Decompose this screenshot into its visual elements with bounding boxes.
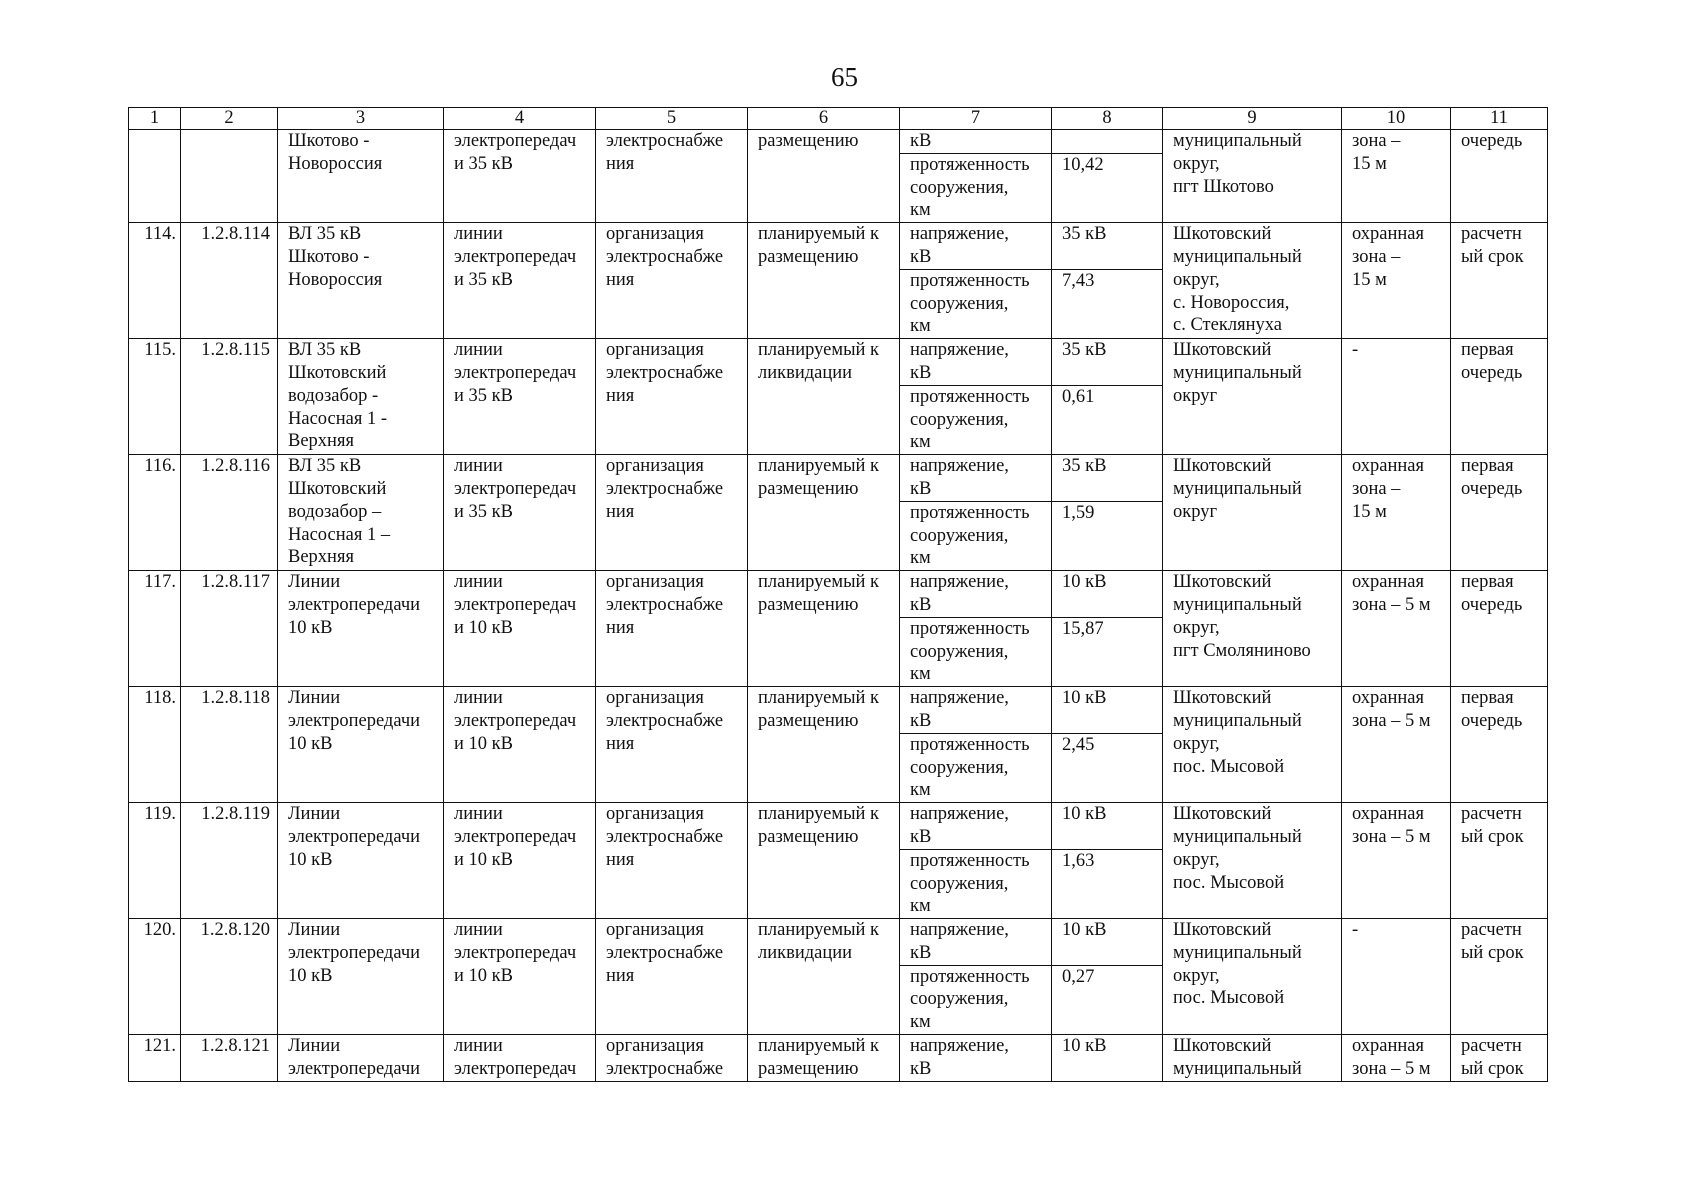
object-location bbox=[1163, 130, 1342, 223]
parameter-label-text: напряжение, кВ bbox=[910, 920, 1009, 963]
parameter-value bbox=[1052, 339, 1163, 386]
object-name-text: Шкотово - Новороссия bbox=[288, 131, 383, 174]
parameter-label bbox=[900, 965, 1052, 1034]
parameter-label bbox=[900, 617, 1052, 686]
object-name-text: ВЛ 35 кВ Шкотово - Новороссия bbox=[288, 224, 383, 290]
object-kind bbox=[444, 803, 596, 919]
column-number: 8 bbox=[1052, 108, 1163, 130]
object-status bbox=[748, 339, 900, 455]
parameter-value-text: 35 кВ bbox=[1062, 340, 1107, 361]
row-code-text: 1.2.8.114 bbox=[201, 224, 270, 245]
protection-zone-text: - bbox=[1352, 920, 1359, 941]
object-purpose bbox=[596, 455, 748, 571]
column-number: 10 bbox=[1342, 108, 1451, 130]
implementation-term-text: первая очередь bbox=[1461, 572, 1523, 615]
row-number-text: 114. bbox=[144, 224, 176, 245]
parameter-label bbox=[900, 223, 1052, 270]
object-purpose bbox=[596, 223, 748, 339]
implementation-term bbox=[1451, 223, 1548, 339]
object-location-text: Шкотовский муниципальный округ, пос. Мысовой bbox=[1173, 920, 1302, 1009]
parameter-label-text: напряжение, кВ bbox=[910, 340, 1009, 383]
object-name bbox=[278, 1035, 444, 1082]
row-code-text: 1.2.8.120 bbox=[200, 920, 270, 941]
object-status bbox=[748, 571, 900, 687]
parameter-label bbox=[900, 455, 1052, 502]
object-kind bbox=[444, 687, 596, 803]
parameter-value-text: 15,87 bbox=[1062, 618, 1104, 639]
object-status bbox=[748, 1035, 900, 1082]
column-number: 11 bbox=[1451, 108, 1548, 130]
parameter-value-text: 10 кВ bbox=[1062, 1036, 1107, 1057]
implementation-term-text: расчетн ый срок bbox=[1461, 804, 1524, 847]
object-name bbox=[278, 919, 444, 1035]
parameter-label bbox=[900, 385, 1052, 454]
parameter-label-text: протяженность сооружения, км bbox=[910, 618, 1030, 685]
parameter-value-text: 2,45 bbox=[1062, 734, 1095, 755]
parameter-label bbox=[900, 687, 1052, 734]
implementation-term bbox=[1451, 803, 1548, 919]
row-number-text: 118. bbox=[144, 688, 176, 709]
parameter-value bbox=[1052, 571, 1163, 618]
row-number-text: 117. bbox=[144, 572, 176, 593]
table-row bbox=[129, 1035, 1548, 1082]
page-number: 65 bbox=[831, 62, 858, 92]
object-location bbox=[1163, 919, 1342, 1035]
implementation-term bbox=[1451, 687, 1548, 803]
row-code bbox=[181, 130, 278, 223]
object-status-text: планируемый к размещению bbox=[758, 224, 880, 267]
object-purpose bbox=[596, 571, 748, 687]
table-row bbox=[129, 687, 1548, 734]
protection-zone bbox=[1342, 571, 1451, 687]
object-status-text: планируемый к ликвидации bbox=[758, 920, 880, 963]
object-purpose-text: организация электроснабже ния bbox=[606, 688, 724, 754]
objects-table bbox=[128, 107, 1548, 1082]
parameter-label-text: кВ bbox=[910, 131, 932, 151]
object-kind bbox=[444, 455, 596, 571]
object-location bbox=[1163, 571, 1342, 687]
row-code-text: 1.2.8.115 bbox=[201, 340, 270, 361]
protection-zone-text: охранная зона – 5 м bbox=[1352, 1036, 1431, 1079]
parameter-value bbox=[1052, 269, 1163, 338]
parameter-value bbox=[1052, 733, 1163, 802]
protection-zone-text: охранная зона – 15 м bbox=[1352, 224, 1425, 290]
table-row bbox=[129, 130, 1548, 154]
parameter-label bbox=[900, 803, 1052, 850]
row-code bbox=[181, 339, 278, 455]
object-kind-text: линии электропередач и 10 кВ bbox=[454, 804, 577, 870]
row-number bbox=[129, 130, 181, 223]
object-name bbox=[278, 687, 444, 803]
object-location bbox=[1163, 1035, 1342, 1082]
object-status bbox=[748, 687, 900, 803]
protection-zone-text: - bbox=[1352, 340, 1359, 361]
parameter-value-text: 0,61 bbox=[1062, 386, 1095, 407]
object-location-text: Шкотовский муниципальный округ, с. Новороссия, с. Стеклянуха bbox=[1173, 224, 1302, 336]
column-number: 6 bbox=[748, 108, 900, 130]
column-number: 1 bbox=[129, 108, 181, 130]
row-number bbox=[129, 803, 181, 919]
row-number-text: 121. bbox=[143, 1036, 176, 1057]
object-kind-text: линии электропередач и 10 кВ bbox=[454, 920, 577, 986]
row-number bbox=[129, 687, 181, 803]
protection-zone-text: охранная зона – 5 м bbox=[1352, 688, 1431, 731]
protection-zone bbox=[1342, 687, 1451, 803]
row-number bbox=[129, 223, 181, 339]
object-purpose bbox=[596, 130, 748, 223]
parameter-label-text: протяженность сооружения, км bbox=[910, 966, 1030, 1033]
object-purpose bbox=[596, 339, 748, 455]
object-purpose-text: организация электроснабже ния bbox=[606, 920, 724, 986]
parameter-label-text: протяженность сооружения, км bbox=[910, 386, 1030, 453]
parameter-value-text: 0,27 bbox=[1062, 966, 1095, 987]
object-location-text: Шкотовский муниципальный округ bbox=[1173, 456, 1302, 522]
object-purpose bbox=[596, 687, 748, 803]
row-code-text: 1.2.8.117 bbox=[201, 572, 270, 593]
object-status bbox=[748, 919, 900, 1035]
protection-zone-text: охранная зона – 15 м bbox=[1352, 456, 1425, 522]
row-number-text: 116. bbox=[144, 456, 176, 477]
object-name bbox=[278, 130, 444, 223]
row-code-text: 1.2.8.119 bbox=[201, 804, 270, 825]
object-name bbox=[278, 339, 444, 455]
row-code bbox=[181, 687, 278, 803]
object-location-text: Шкотовский муниципальный округ, пос. Мысовой bbox=[1173, 804, 1302, 893]
parameter-value bbox=[1052, 501, 1163, 570]
implementation-term-text: очередь bbox=[1461, 131, 1523, 151]
object-name bbox=[278, 455, 444, 571]
parameter-value-text: 10,42 bbox=[1062, 154, 1104, 175]
implementation-term bbox=[1451, 130, 1548, 223]
object-name bbox=[278, 571, 444, 687]
parameter-value bbox=[1052, 617, 1163, 686]
object-kind-text: линии электропередач bbox=[454, 1036, 577, 1079]
object-purpose-text: организация электроснабже ния bbox=[606, 804, 724, 870]
row-code bbox=[181, 803, 278, 919]
object-kind bbox=[444, 919, 596, 1035]
implementation-term bbox=[1451, 339, 1548, 455]
implementation-term-text: первая очередь bbox=[1461, 340, 1523, 383]
object-location-text: Шкотовский муниципальный bbox=[1173, 1036, 1302, 1079]
parameter-value-text: 1,63 bbox=[1062, 850, 1095, 871]
object-name-text: Линии электропередачи 10 кВ bbox=[288, 920, 421, 986]
column-number: 2 bbox=[181, 108, 278, 130]
object-kind bbox=[444, 571, 596, 687]
object-kind-text: электропередач и 35 кВ bbox=[454, 131, 577, 174]
parameter-value-text: 1,59 bbox=[1062, 502, 1095, 523]
parameter-value bbox=[1052, 223, 1163, 270]
object-status-text: размещению bbox=[758, 131, 859, 151]
parameter-value-text: 10 кВ bbox=[1062, 804, 1107, 825]
row-number-text: 119. bbox=[144, 804, 176, 825]
object-kind-text: линии электропередач и 10 кВ bbox=[454, 688, 577, 754]
object-purpose-text: организация электроснабже ния bbox=[606, 572, 724, 638]
parameter-label bbox=[900, 733, 1052, 802]
protection-zone bbox=[1342, 130, 1451, 223]
parameter-value-text: 35 кВ bbox=[1062, 456, 1107, 477]
protection-zone-text: охранная зона – 5 м bbox=[1352, 572, 1431, 615]
table-row bbox=[129, 919, 1548, 966]
object-purpose bbox=[596, 919, 748, 1035]
protection-zone bbox=[1342, 339, 1451, 455]
object-name bbox=[278, 223, 444, 339]
parameter-value-text: 35 кВ bbox=[1062, 224, 1107, 245]
row-number-text: 115. bbox=[144, 340, 176, 361]
row-code-text: 1.2.8.116 bbox=[201, 456, 270, 477]
parameter-value bbox=[1052, 919, 1163, 966]
parameter-label bbox=[900, 130, 1052, 154]
table-row bbox=[129, 223, 1548, 270]
parameter-label-text: напряжение, кВ bbox=[910, 1036, 1009, 1079]
row-number bbox=[129, 339, 181, 455]
object-status-text: планируемый к размещению bbox=[758, 804, 880, 847]
parameter-value bbox=[1052, 687, 1163, 734]
parameter-label bbox=[900, 269, 1052, 338]
column-number: 5 bbox=[596, 108, 748, 130]
object-status-text: планируемый к размещению bbox=[758, 1036, 880, 1079]
object-status bbox=[748, 130, 900, 223]
object-location bbox=[1163, 687, 1342, 803]
object-name-text: ВЛ 35 кВ Шкотовский водозабор – Насосная 1 – Верхняя bbox=[288, 456, 391, 568]
implementation-term bbox=[1451, 455, 1548, 571]
parameter-label-text: протяженность сооружения, км bbox=[910, 154, 1030, 221]
row-code bbox=[181, 455, 278, 571]
parameter-value bbox=[1052, 153, 1163, 222]
row-number bbox=[129, 571, 181, 687]
implementation-term bbox=[1451, 1035, 1548, 1082]
parameter-label-text: напряжение, кВ bbox=[910, 572, 1009, 615]
object-location bbox=[1163, 223, 1342, 339]
column-number-row bbox=[129, 108, 1548, 130]
parameter-value bbox=[1052, 455, 1163, 502]
implementation-term-text: расчетн ый срок bbox=[1461, 1036, 1524, 1079]
object-name-text: ВЛ 35 кВ Шкотовский водозабор - Насосная 1 - Верхняя bbox=[288, 340, 387, 452]
table-row bbox=[129, 803, 1548, 850]
row-code-text: 1.2.8.121 bbox=[200, 1036, 270, 1057]
parameter-value-text: 10 кВ bbox=[1062, 920, 1107, 941]
parameter-value-text: 10 кВ bbox=[1062, 688, 1107, 709]
parameter-value bbox=[1052, 803, 1163, 850]
object-status bbox=[748, 455, 900, 571]
parameter-label-text: протяженность сооружения, км bbox=[910, 850, 1030, 917]
object-status bbox=[748, 223, 900, 339]
object-purpose-text: организация электроснабже ния bbox=[606, 224, 724, 290]
parameter-label-text: напряжение, кВ bbox=[910, 804, 1009, 847]
object-location-text: Шкотовский муниципальный округ, пос. Мысовой bbox=[1173, 688, 1302, 777]
protection-zone bbox=[1342, 1035, 1451, 1082]
row-code bbox=[181, 571, 278, 687]
parameter-label bbox=[900, 501, 1052, 570]
implementation-term-text: первая очередь bbox=[1461, 688, 1523, 731]
object-name-text: Линии электропередачи bbox=[288, 1036, 421, 1079]
parameter-label bbox=[900, 919, 1052, 966]
column-number: 3 bbox=[278, 108, 444, 130]
object-purpose bbox=[596, 803, 748, 919]
row-code bbox=[181, 1035, 278, 1082]
object-purpose-text: электроснабже ния bbox=[606, 131, 724, 174]
object-name-text: Линии электропередачи 10 кВ bbox=[288, 804, 421, 870]
object-location-text: муниципальный округ, пгт Шкотово bbox=[1173, 131, 1302, 197]
object-location bbox=[1163, 339, 1342, 455]
parameter-label bbox=[900, 571, 1052, 618]
object-name bbox=[278, 803, 444, 919]
object-location-text: Шкотовский муниципальный округ, пгт Смоляниново bbox=[1173, 572, 1311, 661]
parameter-label bbox=[900, 1035, 1052, 1082]
implementation-term bbox=[1451, 571, 1548, 687]
implementation-term-text: первая очередь bbox=[1461, 456, 1523, 499]
object-status-text: планируемый к размещению bbox=[758, 572, 880, 615]
parameter-value-text: 7,43 bbox=[1062, 270, 1095, 291]
protection-zone bbox=[1342, 455, 1451, 571]
object-location-text: Шкотовский муниципальный округ bbox=[1173, 340, 1302, 406]
row-code bbox=[181, 223, 278, 339]
parameter-label-text: протяженность сооружения, км bbox=[910, 502, 1030, 569]
protection-zone-text: охранная зона – 5 м bbox=[1352, 804, 1431, 847]
protection-zone-text: зона – 15 м bbox=[1352, 131, 1401, 174]
table-row bbox=[129, 455, 1548, 502]
object-kind-text: линии электропередач и 35 кВ bbox=[454, 224, 577, 290]
row-number bbox=[129, 919, 181, 1035]
object-purpose bbox=[596, 1035, 748, 1082]
table-row bbox=[129, 571, 1548, 618]
object-purpose-text: организация электроснабже ния bbox=[606, 340, 724, 406]
table-row bbox=[129, 339, 1548, 386]
object-purpose-text: организация электроснабже ния bbox=[606, 456, 724, 522]
parameter-label-text: напряжение, кВ bbox=[910, 688, 1009, 731]
row-number-text: 120. bbox=[143, 920, 176, 941]
parameter-value bbox=[1052, 130, 1163, 154]
parameter-value bbox=[1052, 1035, 1163, 1082]
object-location bbox=[1163, 455, 1342, 571]
object-kind-text: линии электропередач и 35 кВ bbox=[454, 340, 577, 406]
object-status-text: планируемый к ликвидации bbox=[758, 340, 880, 383]
parameter-label bbox=[900, 849, 1052, 918]
object-purpose-text: организация электроснабже bbox=[606, 1036, 724, 1079]
parameter-value bbox=[1052, 965, 1163, 1034]
parameter-value bbox=[1052, 849, 1163, 918]
object-status-text: планируемый к размещению bbox=[758, 688, 880, 731]
object-name-text: Линии электропередачи 10 кВ bbox=[288, 572, 421, 638]
protection-zone bbox=[1342, 803, 1451, 919]
parameter-label-text: протяженность сооружения, км bbox=[910, 734, 1030, 801]
implementation-term bbox=[1451, 919, 1548, 1035]
implementation-term-text: расчетн ый срок bbox=[1461, 224, 1524, 267]
implementation-term-text: расчетн ый срок bbox=[1461, 920, 1524, 963]
column-number: 4 bbox=[444, 108, 596, 130]
parameter-value bbox=[1052, 385, 1163, 454]
object-kind bbox=[444, 339, 596, 455]
column-number: 9 bbox=[1163, 108, 1342, 130]
row-number bbox=[129, 455, 181, 571]
object-kind-text: линии электропередач и 35 кВ bbox=[454, 456, 577, 522]
object-kind bbox=[444, 130, 596, 223]
parameter-label-text: напряжение, кВ bbox=[910, 456, 1009, 499]
parameter-label-text: напряжение, кВ bbox=[910, 224, 1009, 267]
row-code-text: 1.2.8.118 bbox=[201, 688, 270, 709]
parameter-value-text: 10 кВ bbox=[1062, 572, 1107, 593]
parameter-label-text: протяженность сооружения, км bbox=[910, 270, 1030, 337]
object-location bbox=[1163, 803, 1342, 919]
object-status-text: планируемый к размещению bbox=[758, 456, 880, 499]
parameter-label bbox=[900, 153, 1052, 222]
column-number: 7 bbox=[900, 108, 1052, 130]
parameter-label bbox=[900, 339, 1052, 386]
object-name-text: Линии электропередачи 10 кВ bbox=[288, 688, 421, 754]
object-kind bbox=[444, 1035, 596, 1082]
object-status bbox=[748, 803, 900, 919]
protection-zone bbox=[1342, 919, 1451, 1035]
row-number bbox=[129, 1035, 181, 1082]
object-kind bbox=[444, 223, 596, 339]
protection-zone bbox=[1342, 223, 1451, 339]
object-kind-text: линии электропередач и 10 кВ bbox=[454, 572, 577, 638]
row-code bbox=[181, 919, 278, 1035]
